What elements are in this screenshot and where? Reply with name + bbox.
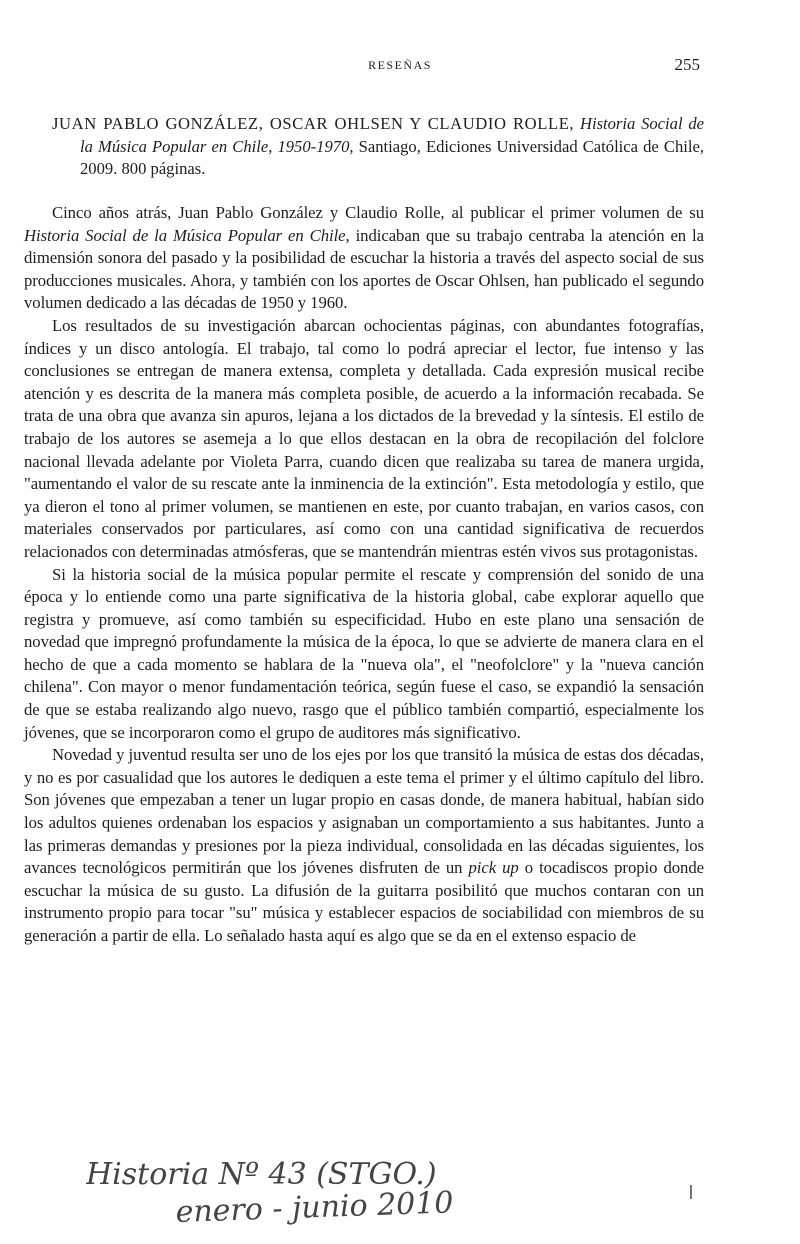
paragraph-4-term: pick up: [468, 858, 519, 878]
handwritten-note: [86, 1150, 556, 1230]
page-number: 255: [674, 55, 700, 74]
paragraph-3: Si la historia social de la música popular permite el rescate y comprensión del sonido de una época y lo entiende como una parte significativa de la historia global, cabe explorar aquello que registra y promueve, así como también su especificidad. Hubo en este plano una sensación de novedad que impregnó profundamente la música de la época, lo que se advierte de manera clara en el hecho de que a cada momento se hablara de la "nueva ola", el "neofolclore" y la "nueva canción chilena". Con mayor o menor fundamentación teórica, según fuese el caso, se expandió la sensación de que se estaba realizando algo nuevo, rasgo que el público también compartió, especialmente los jóvenes, que se incorporaron como el grupo de auditores más significativo.: [24, 564, 704, 742]
handwritten-note-line-1: Historia Nº 43 (STGO.): [86, 1157, 437, 1192]
paragraph-1-book-title: Historia Social de la Música Popular en Chile: [24, 225, 346, 245]
paragraph-4-text-b: o tocadiscos propio donde escuchar la música de su gusto. La difusión de la guitarra posibilitó que muchos contaran con un instrumento propio para tocar "su" música y establecer espacios de sociabilidad con miembros de su generación a partir de ella. Lo señalado hasta aquí es algo que se da en el extenso espacio de: [24, 858, 704, 945]
reference-publisher: Santiago, Ediciones Universidad Católica de Chile, 2009. 800 páginas.: [80, 136, 705, 178]
paragraph-4-text-a: Novedad y juventud resulta ser uno de los ejes por los que transitó la música de estas dos décadas, y no es por casualidad que los autores le dediquen a este tema el primer y el último capítulo del libro. Son jóvenes que empezaban a tener un lugar propio en casas donde, de manera habitual, habían sido los adultos quienes ordenaban los espacios y asignaban un comportamiento a sus habitantes. Junto a las primeras demandas y presiones por la pieza individual, consolidada en las décadas siguientes, los avances tecnológicos permitirán que los jóvenes disfruten de un: [24, 745, 704, 878]
review-body: [24, 202, 704, 948]
paragraph-1-text-b: , indicaban que su trabajo centraba la atención en la dimensión sonora del pasado y la posibilidad de escuchar la historia a través del aspecto social de sus producciones musicales. Ahora, y también con los aportes de Oscar Ohlsen, han publicado el segundo volumen dedicado a las décadas de 1950 y 1960.: [24, 225, 704, 313]
paragraph-1-text-a: Cinco años atrás, Juan Pablo González y Claudio Rolle, al publicar el primer volumen de su: [52, 203, 704, 222]
handwritten-note-line-2: enero - junio 2010: [175, 1185, 455, 1230]
book-reference: [52, 113, 704, 181]
pencil-mark: [690, 1185, 692, 1199]
reference-authors: JUAN PABLO GONZÁLEZ, OSCAR OHLSEN Y CLAUDIO ROLLE,: [52, 114, 575, 133]
running-head: RESEÑAS: [368, 58, 432, 72]
paragraph-2: Los resultados de su investigación abarcan ochocientas páginas, con abundantes fotografías, índices y un disco antología. El trabajo, tal como lo podrá apreciar el lector, fue intenso y las conclusiones se entregan de manera extensa, completa y detallada. Cada expresión musical recibe atención y es descrita de la manera más completa posible, de acuerdo a la información recabada. Se trata de una obra que avanza sin apuros, lejana a los dictados de la brevedad y la síntesis. El estilo de trabajo de los autores se asemeja a lo que ellos destacan en la obra de recopilación del folclore nacional llevada adelante por Violeta Parra, cuando dicen que realizaba su tarea de manera urgida, "aumentando el valor de su rescate ante la inminencia de la extinción". Esta metodología y estilo, que ya dieron el tono al primer volumen, se mantienen en este, por cuanto trabajan, en varios casos, con materiales conservados por particulares, así como con una cantidad significativa de recuerdos relacionados con determinadas atmósferas, que se mantendrán mientras estén vivos sus protagonistas.: [24, 315, 704, 561]
paragraph-4: [24, 744, 704, 947]
reference-title: Historia Social de la Música Popular en Chile, 1950-1970,: [80, 114, 704, 156]
paragraph-1: [24, 202, 704, 315]
